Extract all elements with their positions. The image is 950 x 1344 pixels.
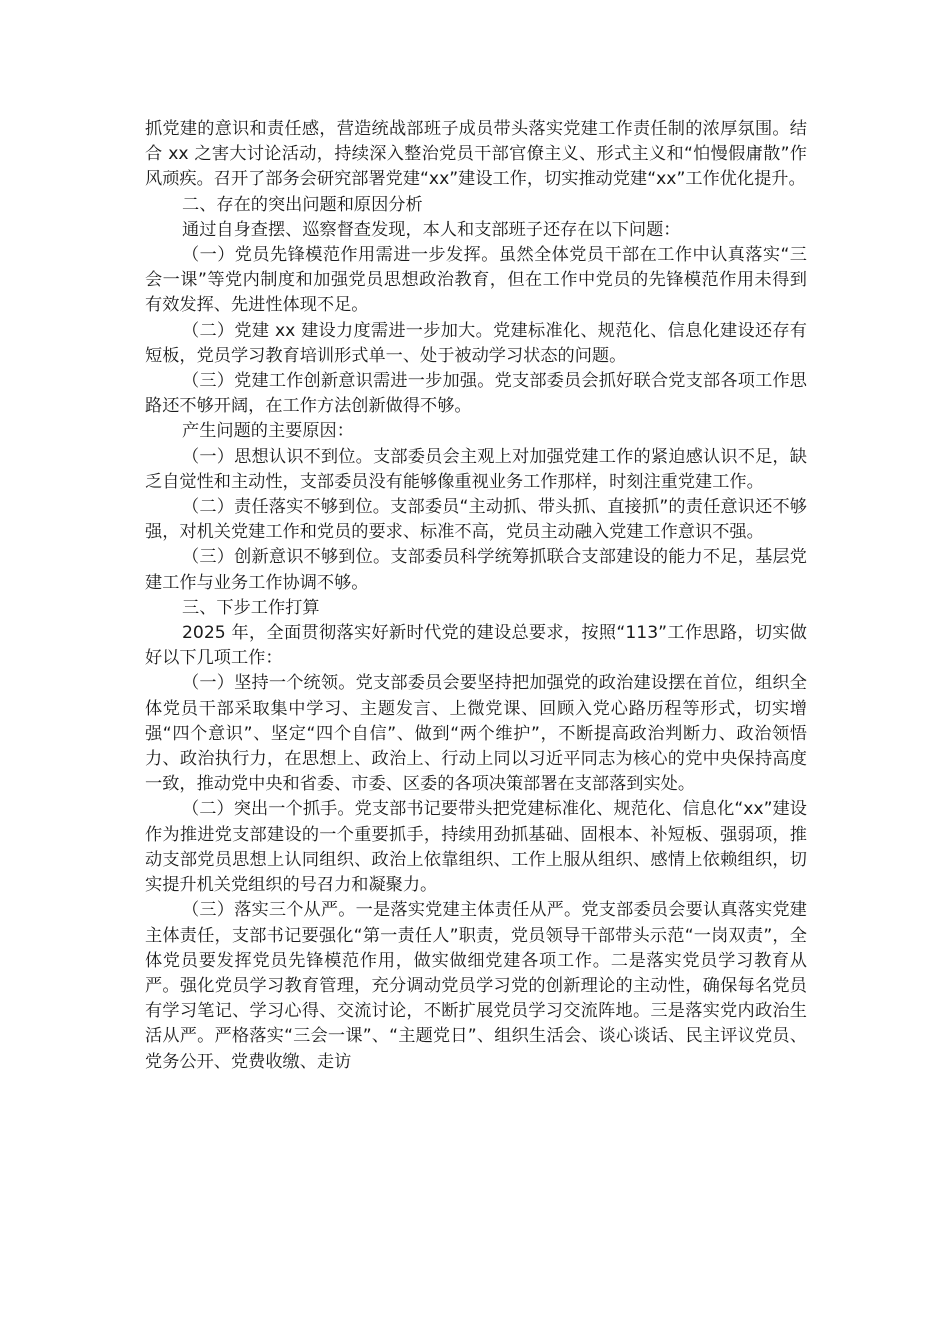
section-heading-next-steps: 三、下步工作打算 (182, 597, 320, 618)
paragraph-intro-causes: 产生问题的主要原因： (182, 421, 354, 442)
document-body (145, 117, 807, 1075)
paragraph-cause-1: （一）思想认识不到位。支部委员会主观上对加强党建工作的紧迫感认识不足，缺乏自觉性和主动性，支部委员没有能够像重视业务工作那样，时刻注重党建工作。 (145, 446, 807, 492)
paragraph-intro-problems: 通过自身查摆、巡察督查发现，本人和支部班子还存在以下问题： (182, 219, 681, 240)
paragraph-problem-1: （一）党员先锋模范作用需进一步发挥。虽然全体党员干部在工作中认真落实“三会一课”等党内制度和加强党员思想政治教育，但在工作中党员的先锋模范作用未得到有效发挥、先进性体现不足。 (145, 245, 807, 316)
section-heading-problems: 二、存在的突出问题和原因分析 (182, 194, 423, 215)
paragraph-intro-plan: 2025 年，全面贯彻落实好新时代党的建设总要求，按照“113”工作思路，切实做好以下几项工作： (145, 623, 807, 669)
paragraph-plan-3: （三）落实三个从严。一是落实党建主体责任从严。党支部委员会要认真落实党建主体责任，支部书记要强化“第一责任人”职责，党员领导干部带头示范“一岗双责”，全体党员要发挥党员先锋模范作用，做实做细党建各项工作。二是落实党员学习教育从严。强化党员学习教育管理，充分调动党员学习党的创新理论的主动性，确保每名党员有学习笔记、学习心得、交流讨论，不断扩展党员学习交流阵地。三是落实党内政治生活从严。严格落实“三会一课”、“主题党日”、组织生活会、谈心谈话、民主评议党员、党务公开、党费收缴、走访 (145, 900, 807, 1072)
paragraph-problem-3: （三）党建工作创新意识需进一步加强。党支部委员会抓好联合党支部各项工作思路还不够开阔，在工作方法创新做得不够。 (145, 371, 807, 417)
paragraph-cause-3: （三）创新意识不够到位。支部委员科学统筹抓联合支部建设的能力不足，基层党建工作与业务工作协调不够。 (145, 547, 807, 593)
paragraph-plan-1: （一）坚持一个统领。党支部委员会要坚持把加强党的政治建设摆在首位，组织全体党员干部采取集中学习、主题发言、上微党课、回顾入党心路历程等形式，切实增强“四个意识”、坚定“四个自信”、做到“两个维护”，不断提高政治判断力、政治领悟力、政治执行力，在思想上、政治上、行动上同以习近平同志为核心的党中央保持高度一致，推动党中央和省委、市委、区委的各项决策部署在支部落到实处。 (145, 673, 807, 795)
paragraph-problem-2: （二）党建 xx 建设力度需进一步加大。党建标准化、规范化、信息化建设还存有短板，党员学习教育培训形式单一、处于被动学习状态的问题。 (145, 320, 807, 366)
paragraph-continuation: 抓党建的意识和责任感，营造统战部班子成员带头落实党建工作责任制的浓厚氛围。结合 xx 之害大讨论活动，持续深入整治党员干部官僚主义、形式主义和“怕慢假庸散”作风顽疾。召开了部务会研究部署党建“xx”建设工作，切实推动党建“xx”工作优化提升。 (145, 119, 807, 190)
paragraph-cause-2: （二）责任落实不够到位。支部委员“主动抓、带头抓、直接抓”的责任意识还不够强，对机关党建工作和党员的要求、标准不高，党员主动融入党建工作意识不强。 (145, 497, 807, 543)
paragraph-plan-2: （二）突出一个抓手。党支部书记要带头把党建标准化、规范化、信息化“xx”建设作为推进党支部建设的一个重要抓手，持续用劲抓基础、固根本、补短板、强弱项，推动支部党员思想上认同组织、政治上依靠组织、工作上服从组织、感情上依赖组织，切实提升机关党组织的号召力和凝聚力。 (145, 799, 807, 896)
